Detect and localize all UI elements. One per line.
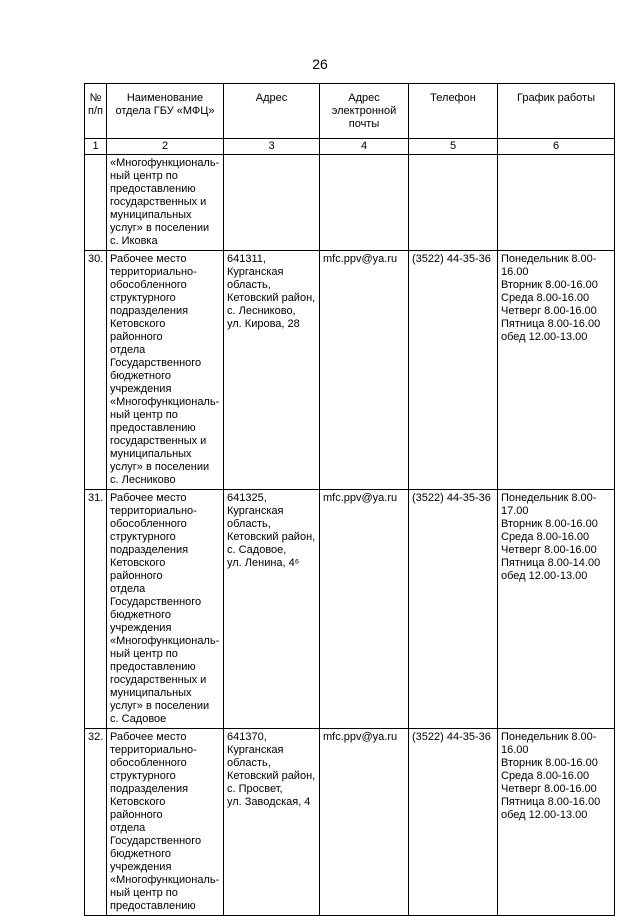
office-schedule — [498, 490, 615, 729]
office-address — [224, 251, 320, 490]
column-number: 6 — [498, 139, 615, 155]
office-phone: (3522) 44-35-36 — [409, 729, 498, 916]
office-address-line: 641311, — [227, 253, 266, 265]
office-name-line: услуг» в поселении — [110, 461, 210, 473]
office-schedule-line: Вторник 8.00-16.00 — [501, 757, 598, 769]
office-name-line: услуг» в поселении — [110, 222, 210, 234]
office-schedule-line: Пятница 8.00-14.00 — [501, 557, 601, 569]
office-schedule-line: Понедельник 8.00- — [501, 253, 597, 265]
office-name-line: ный центр по — [110, 648, 178, 660]
office-name-line: структурного — [110, 531, 176, 543]
office-schedule-line: Понедельник 8.00- — [501, 731, 597, 743]
column-number: 1 — [85, 139, 107, 155]
column-number: 2 — [107, 139, 224, 155]
office-name-line: территориально- — [110, 266, 197, 278]
column-number: 4 — [320, 139, 409, 155]
office-phone — [409, 155, 498, 251]
office-schedule-line: 16.00 — [501, 266, 529, 278]
office-address-line: Кетовский район, — [227, 770, 316, 782]
office-name-line: территориально- — [110, 744, 197, 756]
office-schedule-line: Вторник 8.00-16.00 — [501, 279, 598, 291]
office-email: mfc.ppv@ya.ru — [320, 729, 409, 916]
office-name-line: с. Иковка — [110, 235, 158, 247]
office-name-line: Кетовского районного — [110, 796, 166, 821]
office-name — [107, 251, 224, 490]
header-phone: Телефон — [409, 84, 498, 139]
office-name-line: подразделения — [110, 783, 189, 795]
row-number: 32. — [85, 729, 107, 916]
page-number: 26 — [312, 56, 328, 72]
office-email: mfc.ppv@ya.ru — [320, 251, 409, 490]
office-name-line: Государственного — [110, 835, 202, 847]
office-address-line: 641325, — [227, 492, 267, 504]
office-schedule — [498, 251, 615, 490]
office-name-line: Кетовского районного — [110, 557, 166, 582]
table-row — [85, 251, 615, 490]
office-name-line: Рабочее место — [110, 492, 187, 504]
header-office-name: Наименование отдела ГБУ «МФЦ» — [107, 84, 224, 139]
office-address — [224, 155, 320, 251]
header-address: Адрес — [224, 84, 320, 139]
office-name-line: услуг» в поселении — [110, 700, 210, 712]
office-name-line: Государственного — [110, 596, 202, 608]
office-name-line: «Многофункциональ- — [110, 635, 220, 647]
office-address-line: область, — [227, 518, 271, 530]
office-address-line: Курганская — [227, 266, 284, 278]
mfc-offices-table — [84, 83, 615, 916]
office-schedule-line: Среда 8.00-16.00 — [501, 770, 590, 782]
office-name-line: обособленного — [110, 279, 187, 291]
column-number: 3 — [224, 139, 320, 155]
office-name-line: отдела — [110, 822, 146, 834]
office-name-line: отдела — [110, 583, 146, 595]
office-name-line: отдела — [110, 344, 146, 356]
office-schedule — [498, 729, 615, 916]
office-schedule-line: Четверг 8.00-16.00 — [501, 783, 597, 795]
office-name-line: предоставлению — [110, 422, 196, 434]
office-schedule-line: 16.00 — [501, 744, 529, 756]
office-name-line: Рабочее место — [110, 731, 187, 743]
column-number-row — [85, 139, 615, 155]
office-phone: (3522) 44-35-36 — [409, 490, 498, 729]
office-name-line: предоставлению — [110, 661, 196, 673]
office-address-line: Курганская — [227, 744, 284, 756]
row-number: 31. — [85, 490, 107, 729]
office-name-line: государственных и — [110, 196, 207, 208]
office-name-line: подразделения — [110, 305, 189, 317]
office-name-line: государственных и — [110, 435, 207, 447]
office-schedule-line: Среда 8.00-16.00 — [501, 292, 590, 304]
office-phone: (3522) 44-35-36 — [409, 251, 498, 490]
office-name-line: «Многофункциональ- — [110, 874, 220, 886]
office-address-line: область, — [227, 757, 271, 769]
table-row — [85, 729, 615, 916]
office-schedule — [498, 155, 615, 251]
office-address-line: область, — [227, 279, 271, 291]
office-address-line: Курганская — [227, 505, 284, 517]
office-name-line: муниципальных — [110, 448, 192, 460]
office-name-line: структурного — [110, 770, 176, 782]
office-name — [107, 490, 224, 729]
office-schedule-line: 17.00 — [501, 505, 529, 517]
header-number: № п/п — [85, 84, 107, 139]
office-name-line: учреждения — [110, 383, 172, 395]
table-row — [85, 490, 615, 729]
office-name-line: Кетовского районного — [110, 318, 166, 343]
office-name-line: ный центр по — [110, 409, 178, 421]
office-email: mfc.ppv@ya.ru — [320, 490, 409, 729]
office-schedule-line: Понедельник 8.00- — [501, 492, 597, 504]
office-schedule-line: Среда 8.00-16.00 — [501, 531, 590, 543]
office-name-line: ный центр по — [110, 887, 178, 899]
office-name — [107, 155, 224, 251]
office-name-line: муниципальных — [110, 687, 192, 699]
office-address-line: с. Лесниково, — [227, 305, 296, 317]
office-name-line: предоставлению — [110, 900, 196, 912]
office-name-line: с. Садовое — [110, 713, 167, 725]
office-schedule-line: Пятница 8.00-16.00 — [501, 318, 601, 330]
office-address-line: 641370, — [227, 731, 267, 743]
office-name-line: подразделения — [110, 544, 189, 556]
office-name-line: Государственного — [110, 357, 202, 369]
office-name-line: бюджетного — [110, 370, 171, 382]
office-name-line: муниципальных — [110, 209, 192, 221]
header-schedule: График работы — [498, 84, 615, 139]
office-email — [320, 155, 409, 251]
office-name-line: бюджетного — [110, 609, 171, 621]
office-name-line: предоставлению — [110, 183, 196, 195]
office-name-line: учреждения — [110, 622, 172, 634]
office-name — [107, 729, 224, 916]
office-address-line: Кетовский район, — [227, 292, 316, 304]
office-schedule-line: обед 12.00-13.00 — [501, 570, 588, 582]
office-address-line: Кетовский район, — [227, 531, 316, 543]
table-row — [85, 155, 615, 251]
header-email: Адрес электронной почты — [320, 84, 409, 139]
office-name-line: бюджетного — [110, 848, 171, 860]
office-schedule-line: Четверг 8.00-16.00 — [501, 305, 597, 317]
office-address — [224, 490, 320, 729]
office-name-line: ный центр по — [110, 170, 178, 182]
office-address-line: ул. Ленина, 4⁶ — [227, 557, 300, 569]
office-address-line: ул. Заводская, 4 — [227, 796, 311, 808]
office-address — [224, 729, 320, 916]
office-name-line: с. Лесниково — [110, 474, 176, 486]
office-name-line: Рабочее место — [110, 253, 187, 265]
office-name-line: учреждения — [110, 861, 172, 873]
office-schedule-line: Четверг 8.00-16.00 — [501, 544, 597, 556]
office-name-line: территориально- — [110, 505, 197, 517]
office-address-line: ул. Кирова, 28 — [227, 318, 300, 330]
office-name-line: структурного — [110, 292, 176, 304]
office-schedule-line: обед 12.00-13.00 — [501, 331, 588, 343]
office-name-line: обособленного — [110, 757, 187, 769]
office-address-line: с. Просвет, — [227, 783, 283, 795]
office-address-line: с. Садовое, — [227, 544, 287, 556]
office-name-line: «Многофункциональ- — [110, 157, 220, 169]
office-schedule-line: Пятница 8.00-16.00 — [501, 796, 601, 808]
office-schedule-line: Вторник 8.00-16.00 — [501, 518, 598, 530]
office-name-line: «Многофункциональ- — [110, 396, 220, 408]
table-header-row — [85, 84, 615, 139]
column-number: 5 — [409, 139, 498, 155]
office-name-line: обособленного — [110, 518, 187, 530]
office-schedule-line: обед 12.00-13.00 — [501, 809, 588, 821]
row-number — [85, 155, 107, 251]
office-name-line: государственных и — [110, 674, 207, 686]
row-number: 30. — [85, 251, 107, 490]
